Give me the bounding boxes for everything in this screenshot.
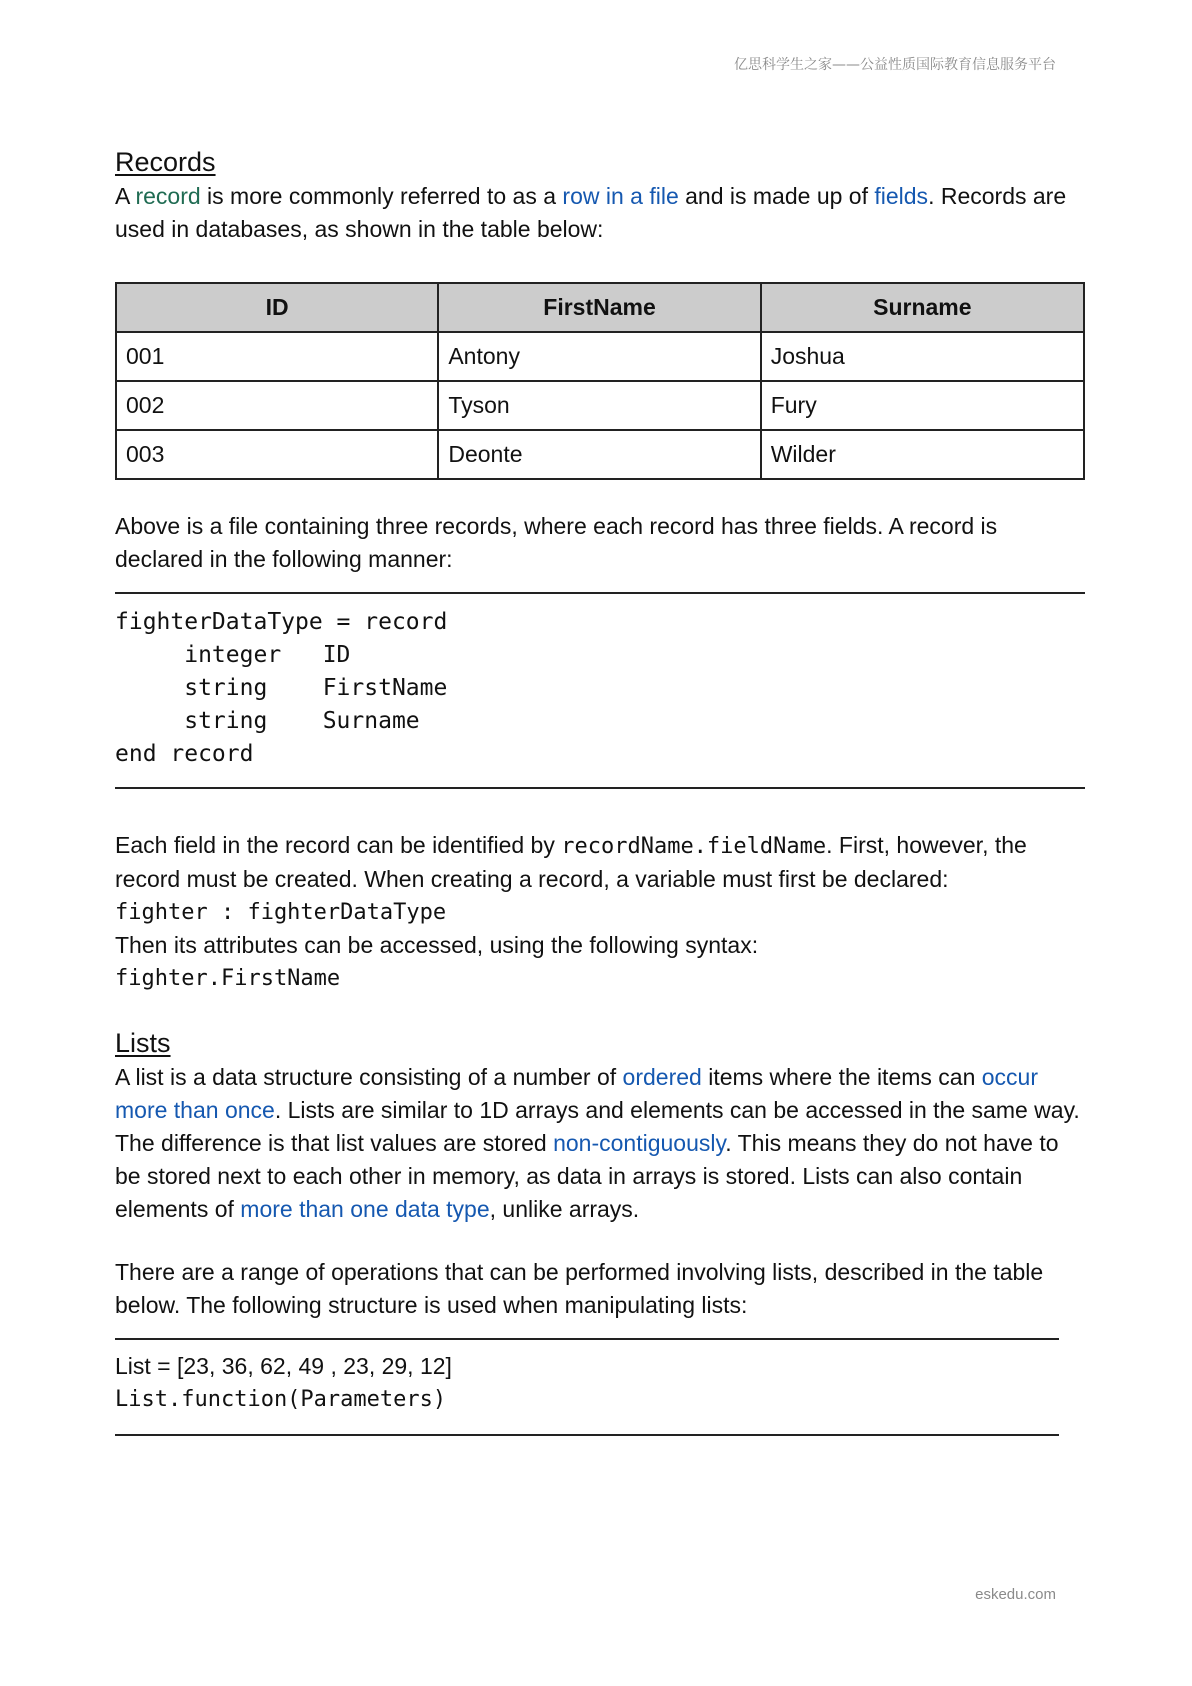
column-header-id: ID (116, 283, 438, 332)
table-cell: Deonte (438, 430, 760, 479)
divider (115, 1434, 1059, 1436)
table-row (116, 332, 1084, 381)
record-term: record (135, 183, 201, 209)
lists-intro: A list is a data structure consisting of a number of ordered items where the items can occur more than once. Lists are similar to 1D arrays and elements can be accessed in the same way. The difference is that list values are stored non-contiguously. This means they do not have to be stored next to each other in memory, as data in arrays is stored. Lists can also contain elements of more than one data type, unlike arrays. (115, 1064, 1080, 1222)
divider (115, 592, 1085, 594)
table-cell: Antony (438, 332, 760, 381)
page-header: 亿思科学生之家——公益性质国际教育信息服务平台 (734, 57, 1056, 73)
column-header-firstname: FirstName (438, 283, 760, 332)
records-intro: A record is more commonly referred to as a row in a file and is made up of fields. Records are used in databases, as shown in the table below: (115, 183, 1067, 242)
lists-heading: Lists (115, 1028, 171, 1058)
occur-term: occur more than once (115, 1064, 1039, 1123)
table-cell: 001 (116, 332, 438, 381)
access-syntax-text: Then its attributes can be accessed, using the following syntax: (115, 932, 759, 958)
field-access-text: Each field in the record can be identified by recordName.fieldName. First, however, the record must be created. When creating a record, a variable must first be declared: (115, 832, 1027, 892)
divider (115, 1338, 1059, 1340)
document-body (115, 144, 1085, 1436)
after-table-text: Above is a file containing three records, where each record has three fields. A record is declared in the following manner: (115, 513, 998, 572)
table-row (116, 430, 1084, 479)
table-row (116, 381, 1084, 430)
inline-code: recordName.fieldName (561, 834, 827, 859)
ordered-term: ordered (622, 1064, 702, 1090)
table-cell: Joshua (761, 332, 1084, 381)
table-cell: Tyson (438, 381, 760, 430)
table-cell: Wilder (761, 430, 1084, 479)
example-call-code: List.function(Parameters) (115, 1387, 447, 1412)
records-heading: Records (115, 147, 216, 177)
column-header-surname: Surname (761, 283, 1084, 332)
records-table (115, 282, 1085, 480)
table-cell: Fury (761, 381, 1084, 430)
table-cell: 002 (116, 381, 438, 430)
table-header-row (116, 283, 1084, 332)
access-example-code: fighter.FirstName (115, 966, 341, 991)
fields-term: fields (874, 183, 929, 209)
example-list: List = [23, 36, 62, 49 , 23, 29, 12] (115, 1353, 452, 1379)
table-cell: 003 (116, 430, 438, 479)
record-declaration-code: fighterDataType = record integer ID string FirstName string Surname end record (115, 609, 448, 767)
row-in-file-term: row in a file (562, 183, 679, 209)
operations-text: There are a range of operations that can be performed involving lists, described in the table below. The following structure is used when manipulating lists: (115, 1259, 1044, 1318)
page-footer: eskedu.com (975, 1586, 1056, 1603)
variable-declaration-code: fighter : fighterDataType (115, 900, 447, 925)
noncontiguous-term: non-contiguously (553, 1130, 726, 1156)
data-type-term: more than one data type (240, 1196, 490, 1222)
divider (115, 787, 1085, 789)
